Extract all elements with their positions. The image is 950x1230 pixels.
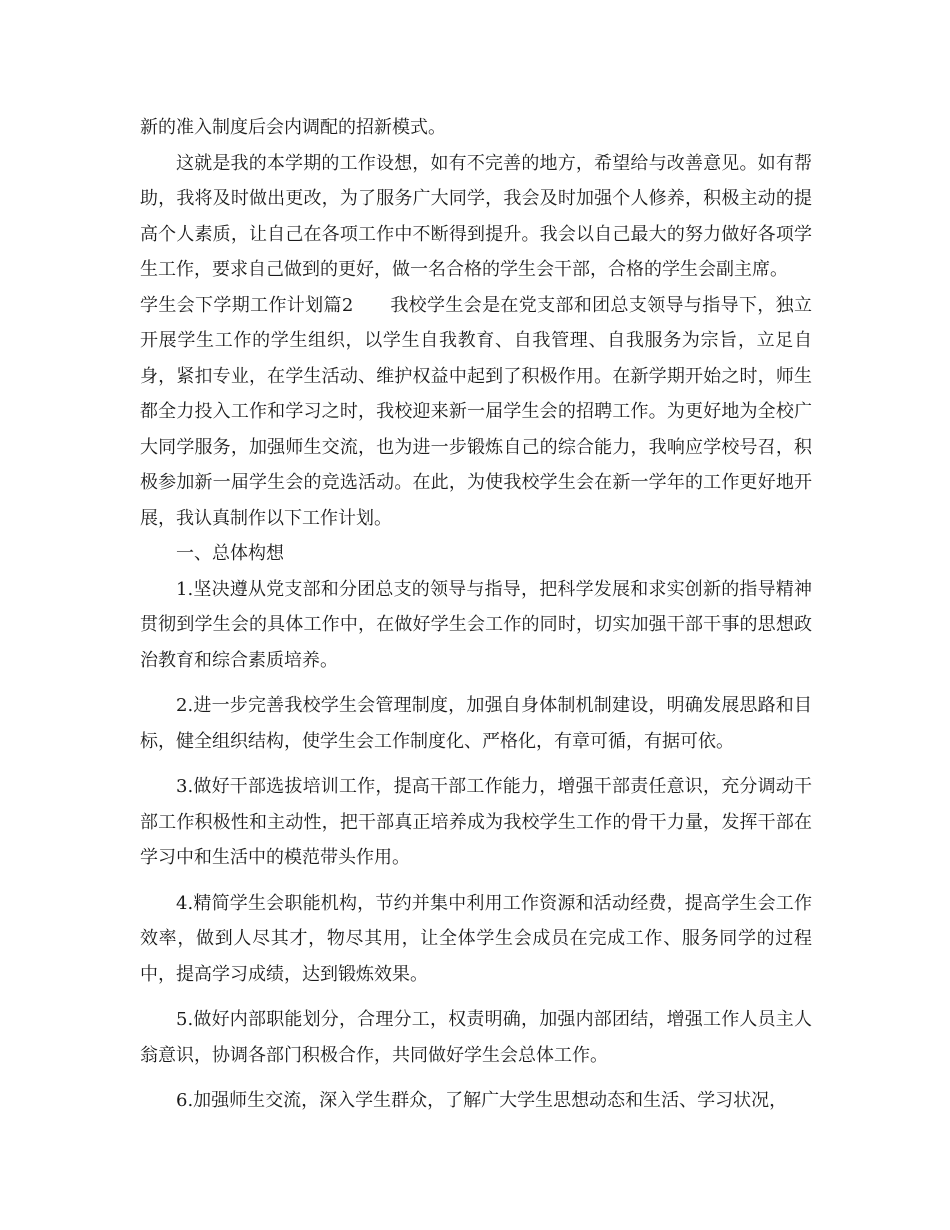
document-page [140, 110, 812, 1119]
list-item-1: 1.坚决遵从党支部和分团总支的领导与指导，把科学发展和求实创新的指导精神贯彻到学生会的具体工作中，在做好学生会工作的同时，切实加强干部干事的思想政治教育和综合素质培养。 [140, 578, 812, 671]
list-item-6: 6.加强师生交流，深入学生群众，了解广大学生思想动态和生活、学习状况， [176, 1090, 788, 1111]
paragraph-1: 新的准入制度后会内调配的招新模式。 [140, 117, 446, 138]
list-item-5: 5.做好内部职能划分，合理分工，权责明确，加强内部团结，增强工作人员主人翁意识，协调各部门积极合作，共同做好学生会总体工作。 [140, 1009, 812, 1066]
list-item-3: 3.做好干部选拔培训工作，提高干部工作能力，增强干部责任意识，充分调动干部工作积极性和主动性，把干部真正培养成为我校学生工作的骨干力量，发挥干部在学习中和生活中的模范带头作用。 [140, 776, 812, 868]
list-item-2: 2.进一步完善我校学生会管理制度，加强自身体制机制建设，明确发展思路和目标，健全组织结构，使学生会工作制度化、严格化，有章可循，有据可依。 [140, 695, 812, 752]
section-heading: 一、总体构想 [176, 543, 284, 564]
list-item-4: 4.精简学生会职能机构，节约并集中利用工作资源和活动经费，提高学生会工作效率，做到人尽其才，物尽其用，让全体学生会成员在完成工作、服务同学的过程中，提高学习成绩，达到锻炼效果。 [140, 892, 812, 985]
paragraph-3: 学生会下学期工作计划篇2 我校学生会是在党支部和团总支领导与指导下，独立开展学生工作的学生组织，以学生自我教育、自我管理、自我服务为宗旨，立足自身，紧扣专业，在学生活动、维护权益中起到了积极作用。在新学期开始之时，师生都全力投入工作和学习之时，我校迎来新一届学生会的招聘工作。为更好地为全校广大同学服务，加强师生交流，也为进一步锻炼自己的综合能力，我响应学校号召，积极参加新一届学生会的竞选活动。在此，为使我校学生会在新一学年的工作更好地开展，我认真制作以下工作计划。 [140, 294, 812, 529]
paragraph-2: 这就是我的本学期的工作设想，如有不完善的地方，希望给与改善意见。如有帮助，我将及时做出更改，为了服务广大同学，我会及时加强个人修养，积极主动的提高个人素质，让自己在各项工作中不断得到提升。我会以自己最大的努力做好各项学生工作，要求自己做到的更好，做一名合格的学生会干部，合格的学生会副主席。 [140, 152, 812, 280]
